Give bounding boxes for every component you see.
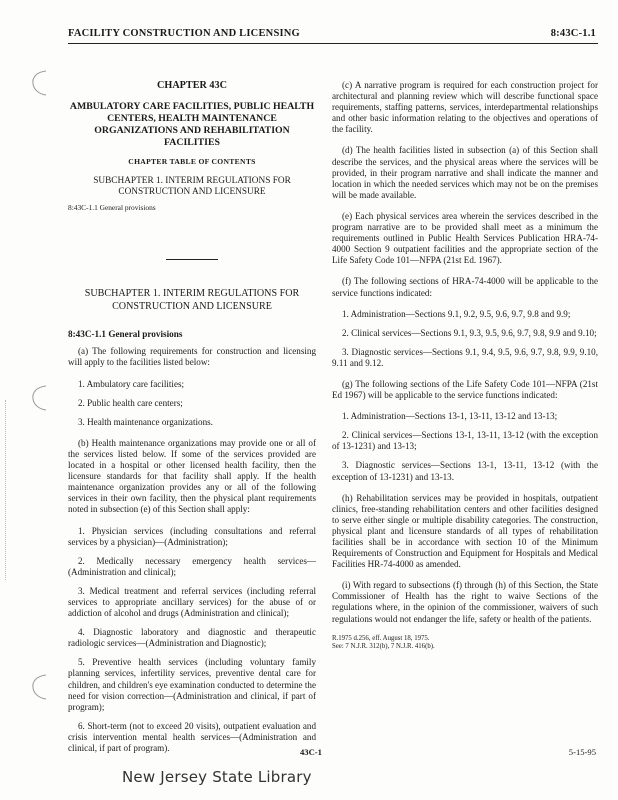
history-line: R.1975 d.256, eff. August 18, 1975. xyxy=(332,634,430,642)
punch-hole-middle xyxy=(28,383,50,413)
list-item: 3. Medical treatment and referral services (including referral services to appropriate ancillary services) for the abuse of or addiction of alcohol and drugs (Administration and clinical); xyxy=(68,585,316,619)
list-item: 3. Diagnostic services—Sections 13-1, 13-11, 13-12 (with the exception of 13-1231) and 13-13. xyxy=(332,460,598,482)
header-section-number: 8:43C-1.1 xyxy=(550,28,596,39)
toc-entry: 8:43C-1.1 General provisions xyxy=(68,203,156,213)
left-column xyxy=(68,80,316,762)
running-header xyxy=(68,28,596,42)
list-item: 1. Physician services (including consultations and referral services by a physician)—(Administration); xyxy=(68,525,316,547)
list-item: 5. Preventive health services (including voluntary family planning services, infertility services, preventive dental care for children, and children's eye examination conducted to determine the need for vision correction—(Administration and clinical, if part of program); xyxy=(68,657,316,712)
list-item: 2. Clinical services—Sections 13-1, 13-11, 13-12 (with the exception of 13-1231) and 13-13; xyxy=(332,430,598,452)
list-item: 3. Diagnostic services—Sections 9.1, 9.4, 9.5, 9.6, 9.7, 9.8, 9.9, 9.10, 9.11 and 9.12. xyxy=(332,346,598,368)
header-rule xyxy=(68,43,598,44)
list-item: 1. Administration—Sections 9.1, 9.2, 9.5, 9.6, 9.7, 9.8 and 9.9; xyxy=(342,308,571,319)
list-item: 3. Health maintenance organizations. xyxy=(78,416,213,427)
paragraph-e: (e) Each physical services area wherein the services described in the program narrative are to be provided shall meet as a minimum the requirements outlined in Public Health Services Publication HRA-74-4000 Section 9 outpatient facilities and the appropriate section of the Life Safety Code 101—NFPA (21st Ed. 1967). xyxy=(332,210,598,266)
punch-hole-top xyxy=(28,68,50,98)
revision-date: 5-15-95 xyxy=(568,747,596,757)
library-stamp: New Jersey State Library xyxy=(122,768,312,786)
list-item: 4. Diagnostic laboratory and diagnostic and therapeutic radiologic services—(Administration and Diagnostic); xyxy=(68,627,316,649)
history-line: See: 7 N.J.R. 312(b), 7 N.J.R. 416(b). xyxy=(332,643,435,651)
list-item: 6. Short-term (not to exceed 20 visits), outpatient evaluation and crisis intervention mental health services—(Administration and clinical, if part of program). xyxy=(68,720,316,753)
list-item: 1. Ambulatory care facilities; xyxy=(78,378,185,389)
header-title: FACILITY CONSTRUCTION AND LICENSING xyxy=(68,28,300,39)
margin-scan-marks xyxy=(5,400,8,580)
paragraph-a: (a) The following requirements for construction and licensing will apply to the facilities listed below: xyxy=(68,346,316,368)
toc-subchapter: SUBCHAPTER 1. INTERIM REGULATIONS FOR CONSTRUCTION AND LICENSURE xyxy=(93,176,291,198)
paragraph-h: (h) Rehabilitation services may be provided in hospitals, outpatient clinics, free-standing rehabilitation centers and other facilities designed to serve either single or multiple disability categories. The construction, physical plant and licensure standards of all types of rehabilitation facilities shall be in accordance with section 10 of the Minimum Requirements of Construction and Equipment for Hospitals and Medical Facilities HR-74-4000 as amended. xyxy=(332,492,598,570)
list-item: 1. Administration—Sections 13-1, 13-11, 13-12 and 13-13; xyxy=(342,411,558,422)
table-of-contents-title: CHAPTER TABLE OF CONTENTS xyxy=(128,157,256,167)
chapter-title: AMBULATORY CARE FACILITIES, PUBLIC HEALTH CENTERS, HEALTH MAINTENANCE ORGANIZATIONS AND REHABILITATION FACILITIES xyxy=(69,101,315,149)
list-item: 2. Clinical services—Sections 9.1, 9.3, 9.5, 9.6, 9.7, 9.8, 9.9 and 9.10; xyxy=(342,327,597,338)
history-note xyxy=(332,635,598,652)
section-divider xyxy=(166,259,218,260)
paragraph-f: (f) The following sections of HRA-74-4000 will be applicable to the service functions indicated: xyxy=(332,276,598,298)
paragraph-i: (i) With regard to subsections (f) through (h) of this Section, the State Commissioner of Health has the right to waive Sections of the regulations where, in the opinion of the commissioner, waivers of such regulations would not endanger the life, safety or health of the patients. xyxy=(332,580,598,624)
paragraph-b: (b) Health maintenance organizations may provide one or all of the services listed below. If some of the services provided are located in a hospital or other licensed health facility, then the licensure standards for that facility shall apply. If the health maintenance organization provides any or all of the following services in their own facility, then the physical plant requirements noted in subsection (e) of this Section shall apply: xyxy=(68,437,316,515)
paragraph-c: (c) A narrative program is required for each construction project for architectural and planning review which will describe functional space requirements, staffing patterns, services, interdepartmental relationships and other basic information relating to the objectives and operations of the facility. xyxy=(332,80,598,135)
subchapter-heading: SUBCHAPTER 1. INTERIM REGULATIONS FOR CONSTRUCTION AND LICENSURE xyxy=(84,288,300,312)
list-item: 2. Public health care centers; xyxy=(78,397,183,408)
page-number: 43C-1 xyxy=(300,747,322,757)
chapter-number: CHAPTER 43C xyxy=(157,80,227,91)
paragraph-d: (d) The health facilities listed in subsection (a) of this Section shall describe the services, and the physical areas where the services will be provided, in their program narrative and shall indicate the manner and location in which the needed services which may not be on the premises will be made available. xyxy=(332,145,598,200)
punch-hole-bottom xyxy=(28,672,50,702)
section-heading: 8:43C-1.1 General provisions xyxy=(68,329,183,340)
paragraph-g: (g) The following sections of the Life Safety Code 101—NFPA (21st Ed 1967) will be applicable to the service functions indicated: xyxy=(332,378,598,401)
list-item: 2. Medically necessary emergency health services—(Administration and clinical); xyxy=(68,555,316,577)
right-column xyxy=(332,80,598,652)
